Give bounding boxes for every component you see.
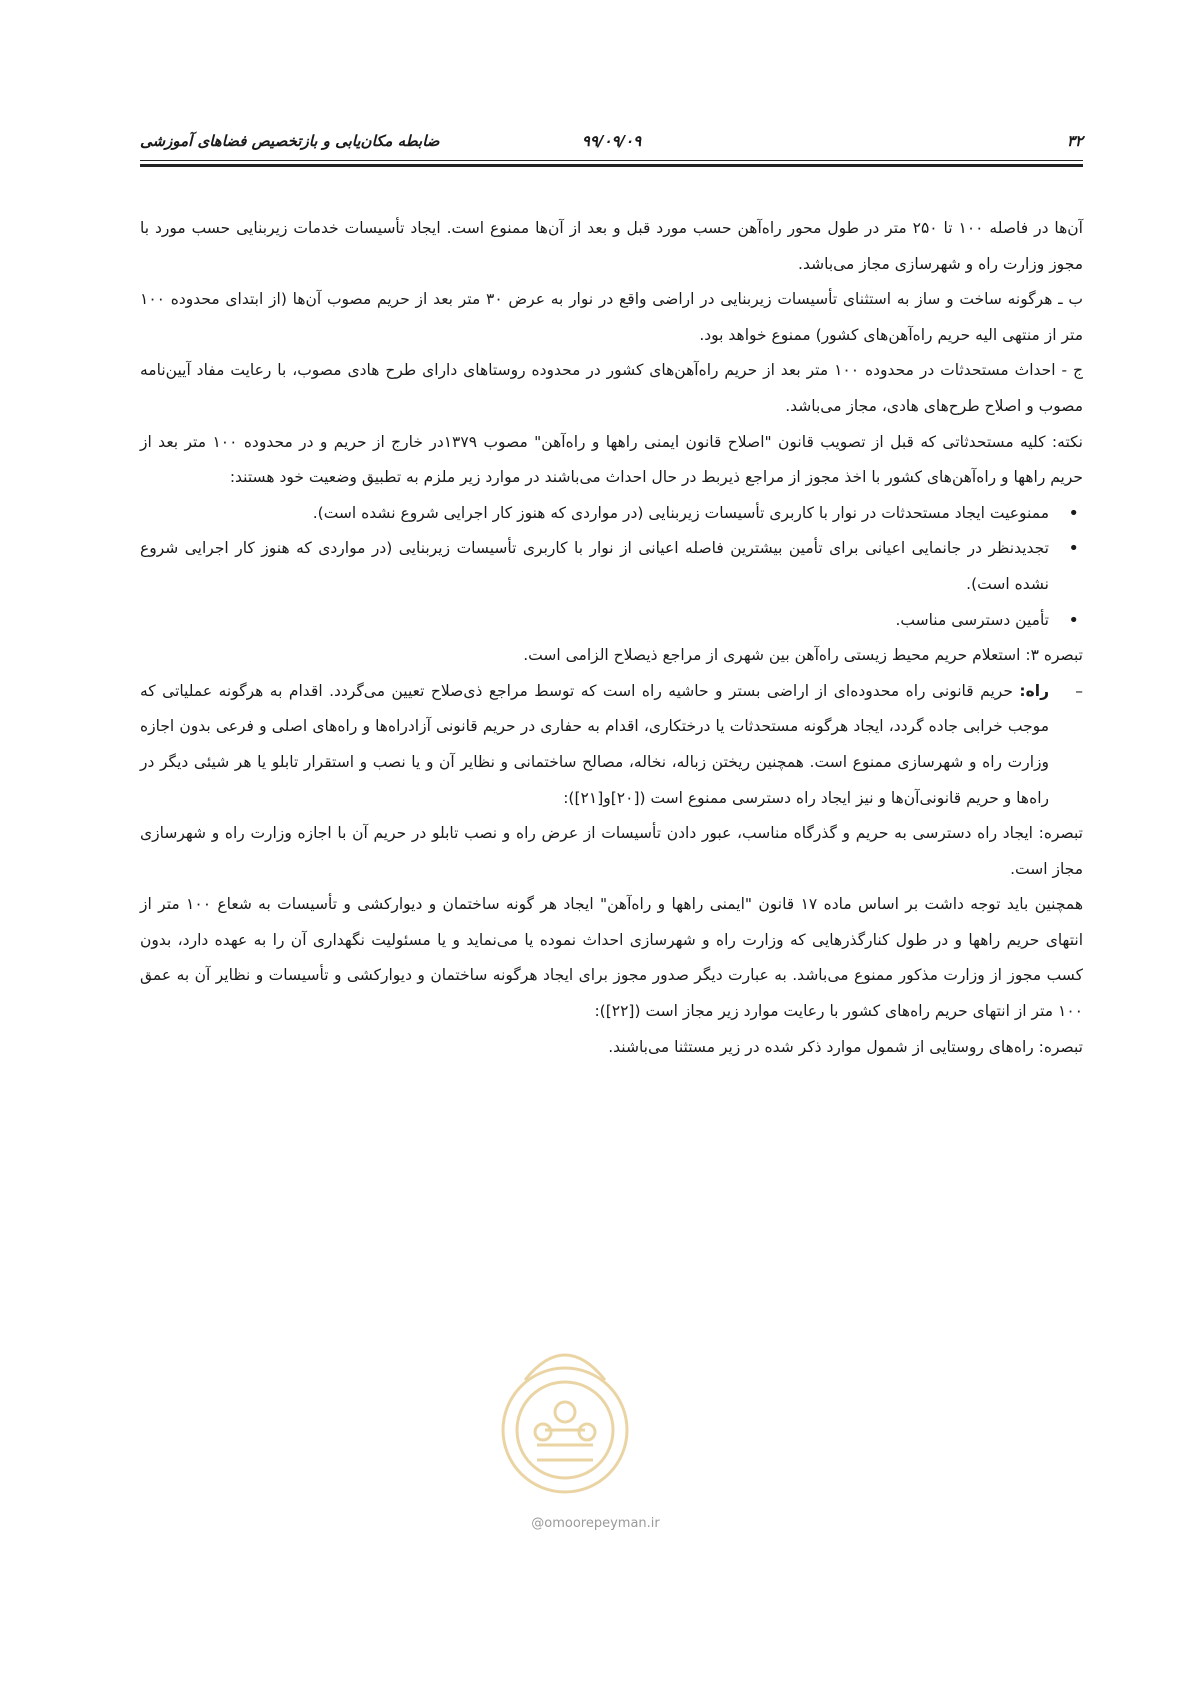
- seal-dot-right: [579, 1424, 595, 1440]
- header-rule-thin: [140, 160, 1083, 161]
- dash-marker: –: [1075, 681, 1083, 700]
- document-body: [140, 211, 1083, 1065]
- road-text: حریم قانونی راه محدوده‌ای از اراضی بستر و حاشیه راه است که توسط مراجع ذی‌صلاح تعیین می‌گردد. اقدام به هرگونه عملیاتی که موجب خرابی جاده گردد، ایجاد هرگونه مستحدثات یا درختکاری، اقدام به حفاری در حریم قانونی آزادراه‌ها و راه‌های اصلی و فرعی بدون اجازه وزارت راه و شهرسازی ممنوع است. همچنین ریختن زباله، نخاله، مصالح ساختمانی و نظایر آن و یا نصب و استقرار تابلو یا هر شیئی دیگر در راه‌ها و حریم قانونی‌آن‌ها و نیز ایجاد راه دسترسی ممنوع است ([۲۰]و[۲۱]):: [140, 681, 1049, 807]
- bullet-item: • تجدیدنظر در جانمایی اعیانی برای تأمین بیشترین فاصله اعیانی از نوار با کاربری تأسیسات زیربنایی (در مواردی که هنوز کار اجرایی شروع نشده است).: [140, 531, 1049, 602]
- bullet-list: [140, 496, 1083, 638]
- seal-dot-left: [535, 1424, 551, 1440]
- note-access: تبصره: ایجاد راه دسترسی به حریم و گذرگاه مناسب، عبور دادن تأسیسات از عرض راه و نصب تابلو در حریم آن با اجازه وزارت راه و شهرسازی مجاز است.: [140, 824, 1083, 878]
- paragraph-railway-distance: آن‌ها در فاصله ۱۰۰ تا ۲۵۰ متر در طول محور راه‌آهن حسب مورد قبل و بعد از آن‌ها ممنوع است. ایجاد تأسیسات خدمات زیربنایی حسب مورد با مجوز وزارت راه و شهرسازی مجاز می‌باشد.: [140, 219, 1083, 273]
- paragraph-law-17: همچنین باید توجه داشت بر اساس ماده ۱۷ قانون "ایمنی راهها و راه‌آهن" ایجاد هر گونه ساختمان و دیوارکشی و تأسیسات به شعاع ۱۰۰ متر از انتهای حریم راهها و در طول کنارگذرهایی که وزارت راه و شهرسازی احداث نموده یا می‌نماید و یا مسئولیت نگهداری آن را به عهده دارد، بدون کسب مجوز از وزارت مذکور ممنوع می‌باشد. به عبارت دیگر صدور مجوز برای ایجاد هرگونه ساختمان و دیوارکشی و تأسیسات و نظایر آن به عمق ۱۰۰ متر از انتهای حریم راه‌های کشور با رعایت موارد زیر مجاز است ([۲۲]):: [140, 895, 1083, 1021]
- watermark-seal-icon: [465, 1320, 665, 1520]
- note-3: تبصره ۳: استعلام حریم محیط زیستی راه‌آهن بین شهری از مراجع ذیصلاح الزامی است.: [523, 646, 1083, 665]
- page-header: [140, 128, 1083, 162]
- header-title: ضابطه مکان‌یابی و بازتخصیص فضاهای آموزشی: [140, 132, 440, 150]
- note-rural: تبصره: راه‌های روستایی از شمول موارد ذکر شده در زیر مستثنا می‌باشند.: [608, 1037, 1083, 1056]
- header-date: ۹۹/۰۹/۰۹: [581, 132, 642, 150]
- paragraph-note: نکته: کلیه مستحدثاتی که قبل از تصویب قانون "اصلاح قانون ایمنی راهها و راه‌آهن" مصوب ۱۳۷۹در خارج از حریم و در محدوده ۱۰۰ متر بعد از حریم راهها و راه‌آهن‌های کشور با اخذ مجوز از مراجع ذیربط در حال احداث می‌باشند در موارد زیر ملزم به تطبیق وضعیت خود هستند:: [140, 432, 1083, 487]
- bullet-item: • تأمین دسترسی مناسب.: [140, 603, 1049, 639]
- seal-dot: [555, 1402, 575, 1422]
- road-definition: [140, 674, 1083, 816]
- seal-lines: [537, 1430, 593, 1460]
- paragraph-b: ب ـ هرگونه ساخت و ساز به استثنای تأسیسات زیربنایی در اراضی واقع در نوار به عرض ۳۰ متر بعد از حریم مصوب آن‌ها (از ابتدای محدوده ۱۰۰ متر از منتهی الیه حریم راه‌آهن‌های کشور) ممنوع خواهد بود.: [140, 290, 1083, 344]
- paragraph-c: ج - احداث مستحدثات در محدوده ۱۰۰ متر بعد از حریم راه‌آهن‌های کشور در محدوده روستاهای دارای طرح هادی مصوب، با رعایت مفاد آیین‌نامه مصوب و اصلاح طرح‌های هادی، مجاز می‌باشد.: [140, 361, 1083, 415]
- page-number: ۳۲: [1066, 132, 1083, 150]
- road-term: راه:: [1019, 681, 1049, 700]
- bullet-item: • ممنوعیت ایجاد مستحدثات در نوار با کاربری تأسیسات زیربنایی (در مواردی که هنوز کار اجرایی شروع نشده است).: [140, 496, 1049, 532]
- header-rule-thick: [140, 164, 1083, 167]
- watermark-site: @omoorepeyman.ir: [531, 1516, 660, 1531]
